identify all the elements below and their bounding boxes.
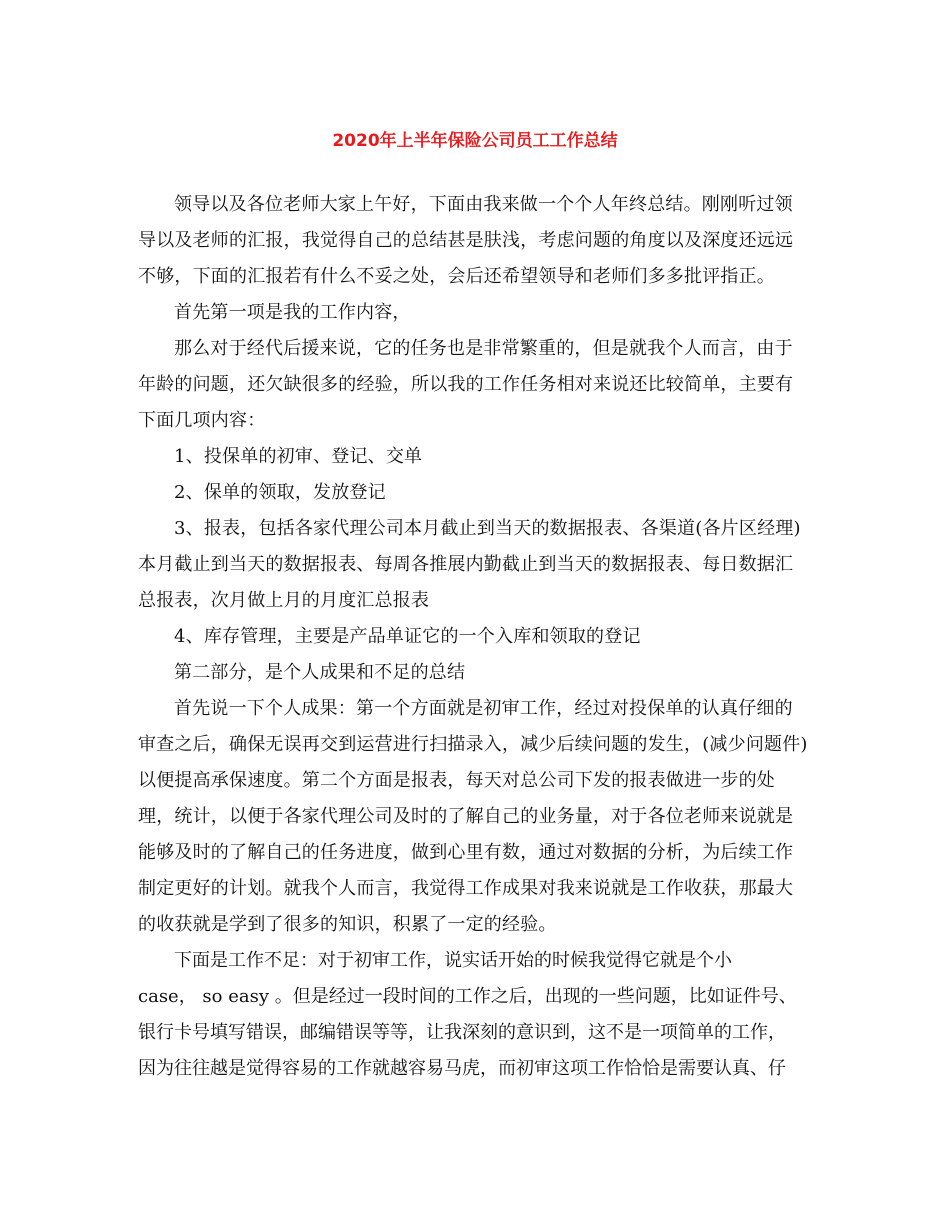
paragraph-section-two-heading: 第二部分，是个人成果和不足的总结	[174, 662, 466, 683]
paragraph-intro: 领导以及各位老师大家上午好，下面由我来做一个个人年终总结。刚刚听过领导以及老师的汇报，我觉得自己的总结甚是肤浅，考虑问题的角度以及深度还远远不够，下面的汇报若有什么不妥之处，会后还希望领导和老师们多多批评指正。	[138, 194, 794, 287]
paragraph-line: 银行卡号填写错误，邮编错误等等，让我深刻的意识到，这不是一项简单的工作，	[138, 1022, 786, 1043]
list-item-2: 2、保单的领取，发放登记	[174, 482, 386, 503]
document-body	[138, 187, 810, 1087]
list-item-4: 4、库存管理，主要是产品单证它的一个入库和领取的登记	[174, 626, 641, 647]
paragraph-achievements: 首先说一下个人成果：第一个方面就是初审工作，经过对投保单的认真仔细的审查之后，确保无误再交到运营进行扫描录入，减少后续问题的发生，(减少问题件)以便提高承保速度。第二个方面是报表，每天对总公司下发的报表做进一步的处理，统计，以便于各家代理公司及时的了解自己的业务量，对于各位老师来说就是能够及时的了解自己的任务进度，做到心里有数，通过对数据的分析，为后续工作制定更好的计划。就我个人而言，我觉得工作成果对我来说就是工作收获，那最大的收获就是学到了很多的知识，积累了一定的经验。	[138, 698, 808, 935]
document-title: 2020年上半年保险公司员工工作总结	[332, 131, 618, 151]
paragraph-section-one-heading: 首先第一项是我的工作内容，	[174, 302, 411, 323]
paragraph-line: case， so easy 。但是经过一段时间的工作之后，出现的一些问题，比如证件号、	[138, 986, 797, 1007]
list-item-3: 3、报表，包括各家代理公司本月截止到当天的数据报表、各渠道(各片区经理)本月截止到当天的数据报表、每周各推展内勤截止到当天的数据报表、每日数据汇总报表，次月做上月的月度汇总报表	[138, 518, 801, 611]
paragraph-shortcomings	[138, 943, 810, 1087]
list-item-1: 1、投保单的初审、登记、交单	[174, 446, 423, 467]
paragraph-line: 因为往往越是觉得容易的工作就越容易马虎，而初审这项工作恰恰是需要认真、仔	[138, 1058, 786, 1079]
paragraph-line: 下面是工作不足：对于初审工作，说实话开始的时候我觉得它就是个小	[174, 950, 732, 971]
paragraph-work-content: 那么对于经代后援来说，它的任务也是非常繁重的，但是就我个人而言，由于年龄的问题，还欠缺很多的经验，所以我的工作任务相对来说还比较简单，主要有下面几项内容：	[138, 338, 794, 431]
